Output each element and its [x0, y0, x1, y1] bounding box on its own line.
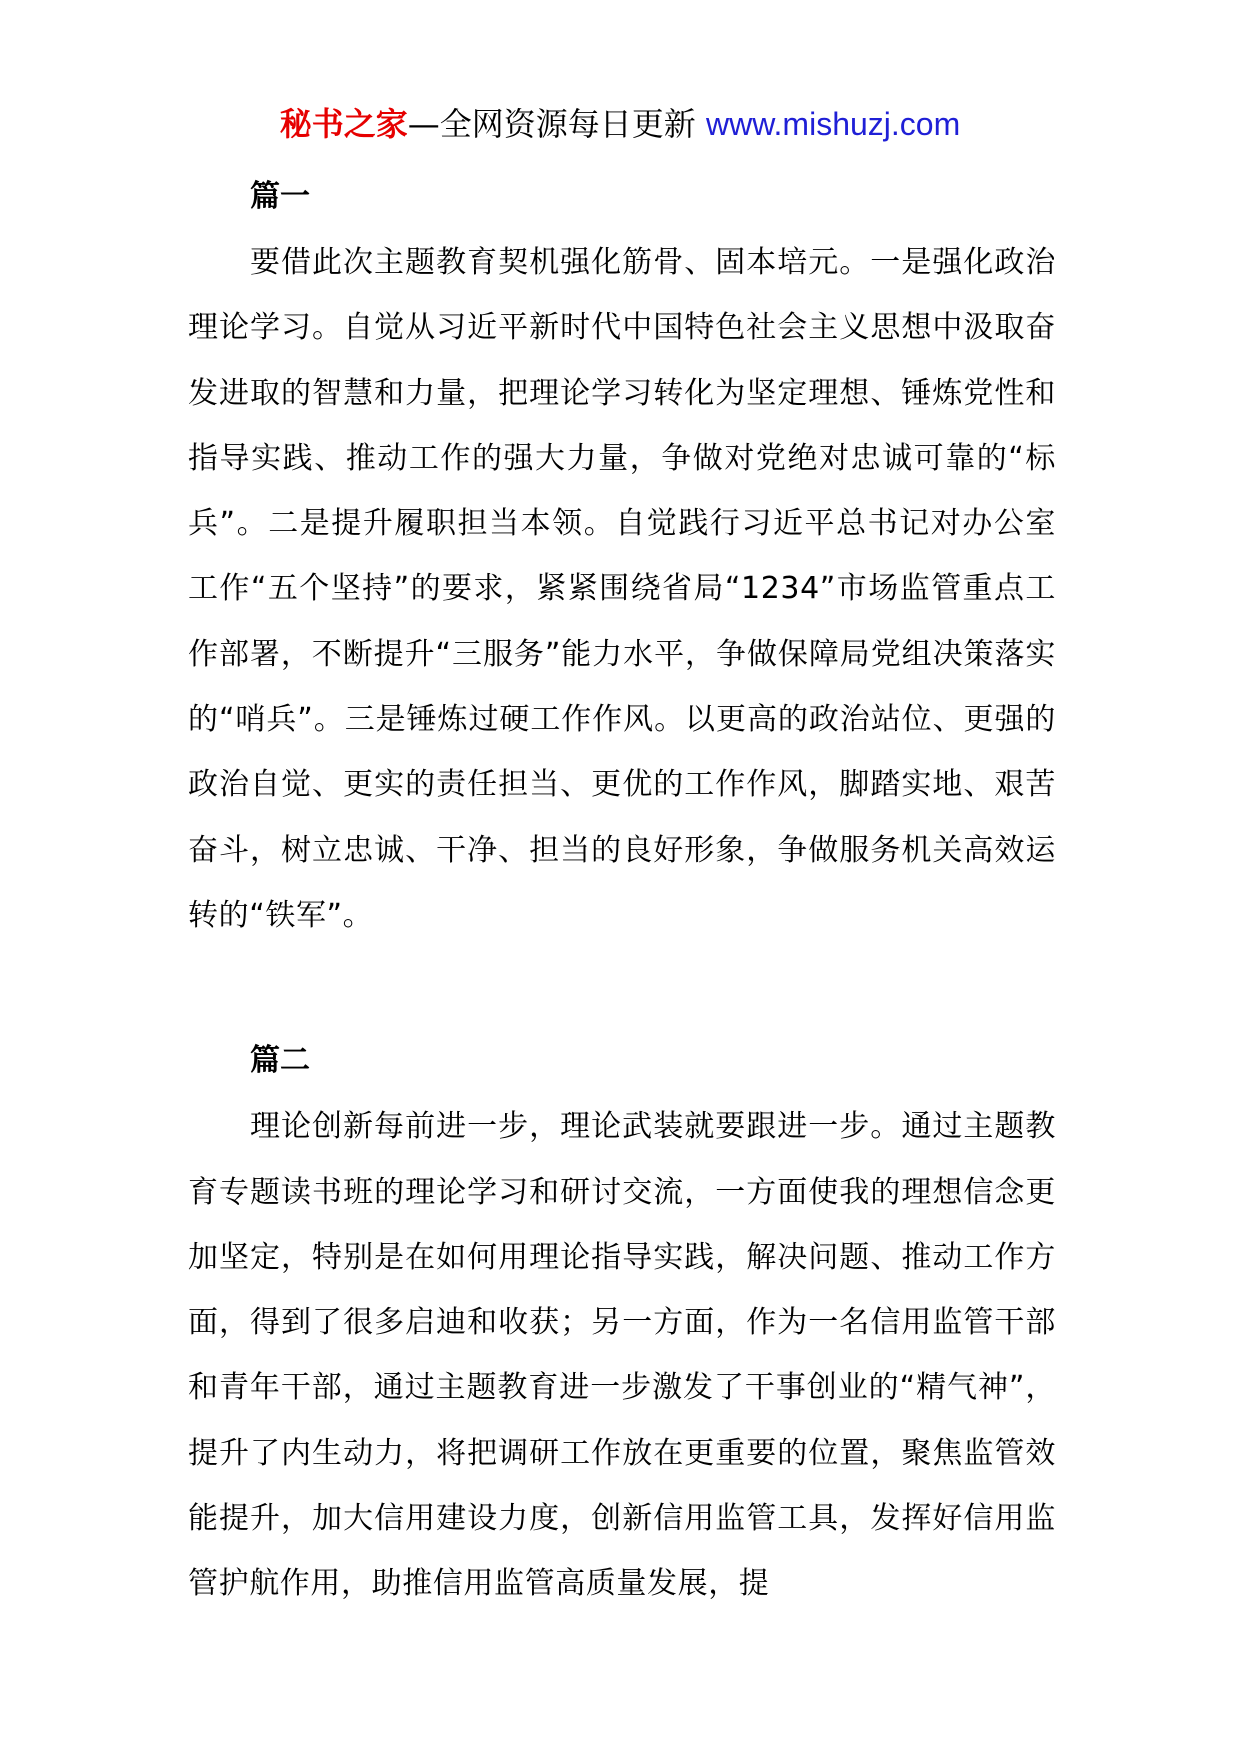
section-title-1: 篇一 [250, 179, 310, 214]
site-brand: 秘书之家 [279, 105, 408, 143]
section-paragraph-2: 理论创新每前进一步，理论武装就要跟进一步。通过主题教育专题读书班的理论学习和研讨交流，一方面使我的理想信念更加坚定，特别是在如何用理论指导实践，解决问题、推动工作方面，得到了很多启迪和收获；另一方面，作为一名信用监管干部和青年干部，通过主题教育进一步激发了干事创业的“精气神”，提升了内生动力，将把调研工作放在更重要的位置，聚焦监管效能提升，加大信用建设力度，创新信用监管工具，发挥好信用监管护航作用，助推信用监管高质量发展，提 [188, 1109, 1056, 1602]
document-body [188, 164, 1056, 1617]
section-title-2: 篇二 [250, 1043, 310, 1079]
section-paragraph-1: 要借此次主题教育契机强化筋骨、固本培元。一是强化政治理论学习。自觉从习近平新时代中国特色社会主义思想中汲取奋发进取的智慧和力量，把理论学习转化为坚定理想、锤炼党性和指导实践、推动工作的强大力量，争做对党绝对忠诚可靠的“标兵”。二是提升履职担当本领。自觉践行习近平总书记对办公室工作“五个坚持”的要求，紧紧围绕省局“1234”市场监管重点工作部署，不断提升“三服务”能力水平，争做保障局党组决策落实的“哨兵”。三是锤炼过硬工作作风。以更高的政治站位、更强的政治自觉、更实的责任担当、更优的工作作风，脚踏实地、艰苦奋斗，树立忠诚、干净、担当的良好形象，争做服务机关高效运转的“铁军”。 [188, 245, 1056, 933]
site-header [0, 100, 1240, 148]
site-tagline: —全网资源每日更新 [407, 105, 706, 143]
site-url-link[interactable]: www.mishuzj.com [705, 106, 961, 142]
section-divider-space [188, 948, 1056, 1028]
